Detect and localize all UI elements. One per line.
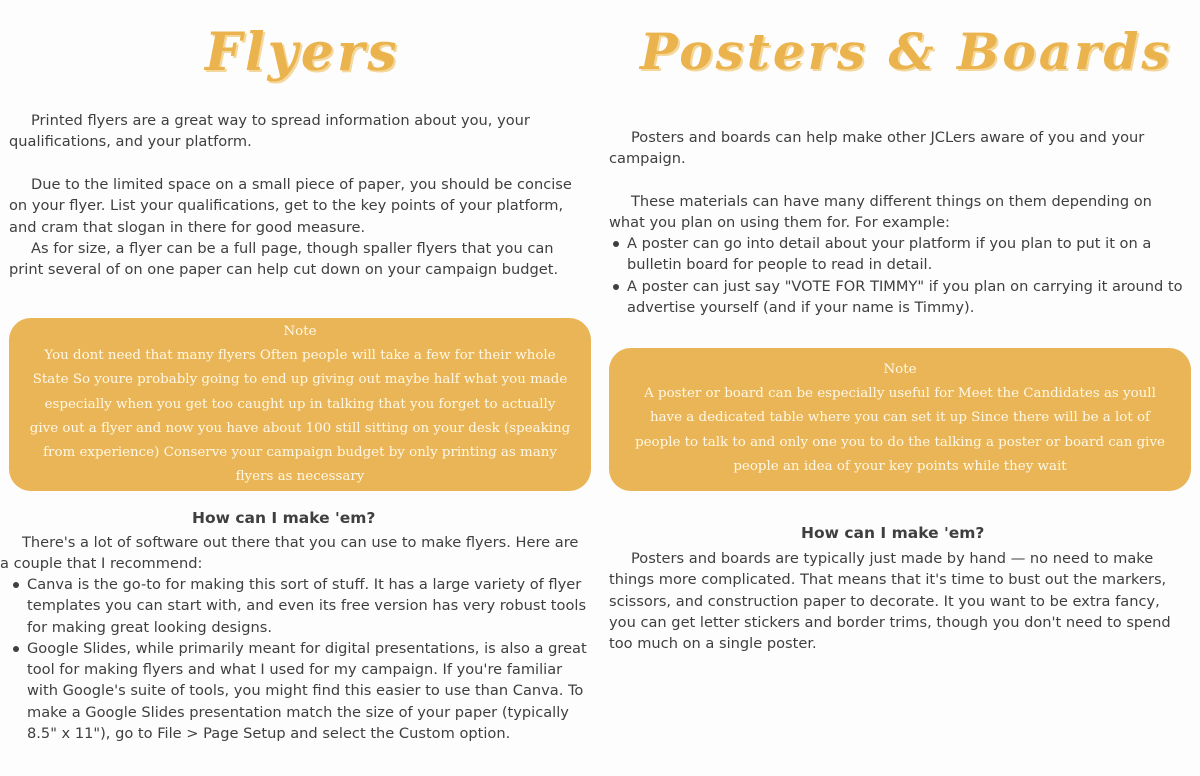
list-item: A poster can go into detail about your platform if you plan to put it on a bulletin board for people to read in detail. <box>609 233 1191 276</box>
posters-paragraph-1: Posters and boards can help make other JCLers aware of you and your campaign. <box>609 129 1145 168</box>
posters-column <box>600 0 1190 776</box>
list-item: A poster can just say "VOTE FOR TIMMY" if you plan on carrying it around to advertise yourself (and if your name is Timmy). <box>609 276 1191 319</box>
posters-note-box <box>609 348 1191 491</box>
flyers-note-body: You dont need that many flyers Often people will take a few for their whole State So youre probably going to end up giving out maybe half what you made especially when you get too caught up in talking that you forget to actually give out a flyer and now you have about 100 still sitting on your desk (speaking from experience) Conserve your campaign budget by only printing as many flyers as necessary <box>29 348 571 485</box>
flyers-paragraph-1: Printed flyers are a great way to spread information about you, your qualifications, and your platform. <box>9 112 530 151</box>
posters-examples-list <box>609 233 1191 318</box>
posters-note-title: Note <box>883 362 917 377</box>
flyers-note-title: Note <box>283 324 317 339</box>
flyers-tools-list <box>9 574 587 744</box>
flyers-title: Flyers <box>205 22 400 83</box>
posters-paragraph-2: These materials can have many different things on them depending on what you plan on using them for. For example: <box>609 193 1152 232</box>
posters-howto-heading: How can I make 'em? <box>801 524 985 542</box>
posters-note-body: A poster or board can be especially useful for Meet the Candidates as youll have a dedicated table where you can set it up Since there will be a lot of people to talk to and only one you to do the talking a poster or board can give people an idea of your key points while they wait <box>635 386 1165 474</box>
posters-howto-text: Posters and boards are typically just made by hand — no need to make things more complicated. That means that it's time to bust out the markers, scissors, and construction paper to decorate. It you want to be extra fancy, you can get letter stickers and border trims, though you don't need to spend too much on a single poster. <box>609 550 1171 653</box>
flyers-column <box>0 0 590 776</box>
posters-title: Posters & Boards <box>640 22 1173 81</box>
flyers-note-box <box>9 318 591 491</box>
flyers-howto-intro: There's a lot of software out there that you can use to make flyers. Here are a couple that I recommend: <box>0 534 579 573</box>
flyers-paragraph-3: As for size, a flyer can be a full page, though spaller flyers that you can print several of on one paper can help cut down on your campaign budget. <box>9 240 559 279</box>
flyers-paragraph-2: Due to the limited space on a small piece of paper, you should be concise on your flyer. List your qualifications, get to the key points of your platform, and cram that slogan in there for good measure. <box>9 176 572 236</box>
list-item: Google Slides, while primarily meant for digital presentations, is also a great tool for making flyers and what I used for my campaign. If you're familiar with Google's suite of tools, you might find this easier to use than Canva. To make a Google Slides presentation match the size of your paper (typically 8.5" x 11"), go to File > Page Setup and select the Custom option. <box>9 638 587 744</box>
list-item: Canva is the go-to for making this sort of stuff. It has a large variety of flyer templates you can start with, and even its free version has very robust tools for making great looking designs. <box>9 574 587 638</box>
flyers-howto-heading: How can I make 'em? <box>192 509 376 527</box>
